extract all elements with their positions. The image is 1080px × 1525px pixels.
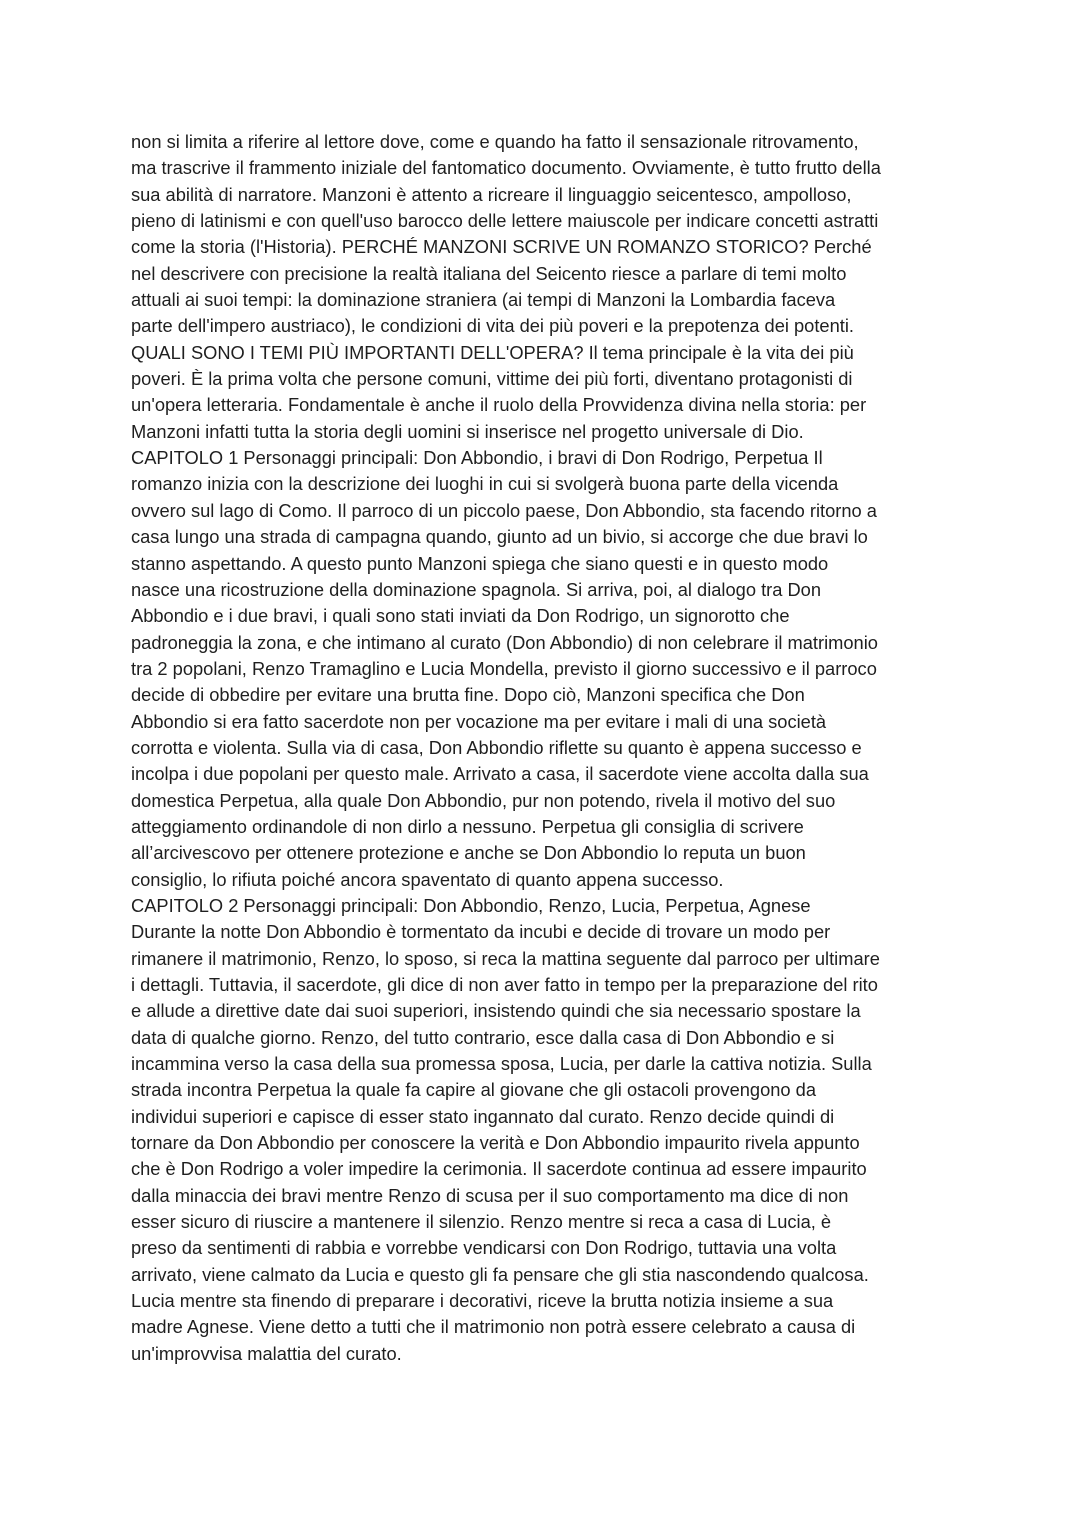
text-line: Lucia mentre sta finendo di preparare i decorativi, riceve la brutta notizia insieme a sua xyxy=(131,1290,834,1312)
text-line: Durante la notte Don Abbondio è tormentato da incubi e decide di trovare un modo per xyxy=(131,921,831,943)
text-line: tra 2 popolani, Renzo Tramaglino e Lucia Mondella, previsto il giorno successivo e il parroco xyxy=(131,657,877,679)
text-line: Abbondio si era fatto sacerdote non per vocazione ma per evitare i mali di una società xyxy=(131,710,827,732)
text-line: e allude a direttive date dai suoi superiori, insistendo quindi che sia necessario spostare la xyxy=(131,1000,861,1022)
text-line: ovvero sul lago di Como. Il parroco di un piccolo paese, Don Abbondio, sta facendo ritorno a xyxy=(131,499,877,521)
text-line: madre Agnese. Viene detto a tutti che il matrimonio non potrà essere celebrato a causa di xyxy=(131,1316,856,1338)
text-line: un'opera letteraria. Fondamentale è anche il ruolo della Provvidenza divina nella storia: per xyxy=(131,394,867,416)
text-line: incammina verso la casa della sua promessa sposa, Lucia, per darle la cattiva notizia. Sulla xyxy=(131,1053,872,1075)
text-line: poveri. È la prima volta che persone comuni, vittime dei più forti, diventano protagonisti di xyxy=(131,368,853,390)
text-line: come la storia (l'Historia). PERCHÉ MANZONI SCRIVE UN ROMANZO STORICO? Perché xyxy=(131,236,872,258)
text-line: Manzoni infatti tutta la storia degli uomini si inserisce nel progetto universale di Dio. xyxy=(131,420,804,442)
text-line: nasce una ricostruzione della dominazione spagnola. Si arriva, poi, al dialogo tra Don xyxy=(131,578,822,600)
text-line: stanno aspettando. A questo punto Manzoni spiega che siano questi e in questo modo xyxy=(131,552,829,574)
text-line: pieno di latinismi e con quell'uso barocco delle lettere maiuscole per indicare concetti astratti xyxy=(131,210,879,232)
text-line: non si limita a riferire al lettore dove, come e quando ha fatto il sensazionale ritrovamento, xyxy=(131,131,859,152)
text-line: decide di obbedire per evitare una brutta fine. Dopo ciò, Manzoni specifica che Don xyxy=(131,684,805,706)
text-line: corrotta e violenta. Sulla via di casa, Don Abbondio riflette su quanto è appena successo e xyxy=(131,736,862,758)
text-line: consiglio, lo rifiuta poiché ancora spaventato di quanto appena successo. xyxy=(131,868,724,890)
text-line: domestica Perpetua, alla quale Don Abbondio, pur non potendo, rivela il motivo del suo xyxy=(131,789,836,811)
text-line: ma trascrive il frammento iniziale del fantomatico documento. Ovviamente, è tutto frutto della xyxy=(131,157,881,179)
chapter-2-heading-line: CAPITOLO 2 Personaggi principali: Don Abbondio, Renzo, Lucia, Perpetua, Agnese xyxy=(131,894,811,916)
text-line: esser sicuro di riuscire a mantenere il silenzio. Renzo mentre si reca a casa di Lucia, è xyxy=(131,1211,832,1233)
text-line: padroneggia la zona, e che intimano al curato (Don Abbondio) di non celebrare il matrimonio xyxy=(131,631,878,653)
text-line: nel descrivere con precisione la realtà italiana del Seicento riesce a parlare di temi molto xyxy=(131,262,847,284)
text-line: attuali ai suoi tempi: la dominazione straniera (ai tempi di Manzoni la Lombardia faceva xyxy=(131,289,836,311)
text-line: strada incontra Perpetua la quale fa capire al giovane che gli ostacoli provengono da xyxy=(131,1079,816,1101)
text-line: dalla minaccia dei bravi mentre Renzo di scusa per il suo comportamento ma dice di non xyxy=(131,1184,849,1206)
text-line: i dettagli. Tuttavia, il sacerdote, gli dice di non aver fatto in tempo per la preparazione del rito xyxy=(131,974,878,995)
document-page xyxy=(131,129,961,1367)
chapter-1-heading-line: CAPITOLO 1 Personaggi principali: Don Abbondio, i bravi di Don Rodrigo, Perpetua Il xyxy=(131,447,823,469)
text-line: data di qualche giorno. Renzo, del tutto contrario, esce dalla casa di Don Abbondio e si xyxy=(131,1026,835,1048)
text-line: individui superiori e capisce di esser stato ingannato dal curato. Renzo decide quindi di xyxy=(131,1105,835,1127)
text-line: rimanere il matrimonio, Renzo, lo sposo, si reca la mattina seguente dal parroco per ultimare xyxy=(131,947,880,969)
text-line: arrivato, viene calmato da Lucia e questo gli fa pensare che gli stia nascondendo qualcosa. xyxy=(131,1263,869,1285)
text-line: QUALI SONO I TEMI PIÙ IMPORTANTI DELL'OPERA? Il tema principale è la vita dei più xyxy=(131,341,854,363)
text-line: che è Don Rodrigo a voler impedire la cerimonia. Il sacerdote continua ad essere impaurito xyxy=(131,1158,867,1180)
text-line: romanzo inizia con la descrizione dei luoghi in cui si svolgerà buona parte della vicenda xyxy=(131,473,839,495)
text-line: sua abilità di narratore. Manzoni è attento a ricreare il linguaggio seicentesco, ampolloso, xyxy=(131,183,852,205)
text-line: atteggiamento ordinandole di non dirlo a nessuno. Perpetua gli consiglia di scrivere xyxy=(131,815,804,837)
text-line: un'improvvisa malattia del curato. xyxy=(131,1342,402,1364)
text-line: all’arcivescovo per ottenere protezione e anche se Don Abbondio lo reputa un buon xyxy=(131,842,806,864)
text-line: Abbondio e i due bravi, i quali sono stati inviati da Don Rodrigo, un signorotto che xyxy=(131,605,790,627)
text-line: preso da sentimenti di rabbia e vorrebbe vendicarsi con Don Rodrigo, tuttavia una volta xyxy=(131,1237,837,1259)
text-line: tornare da Don Abbondio per conoscere la verità e Don Abbondio impaurito rivela appunto xyxy=(131,1132,860,1154)
text-line: incolpa i due popolani per questo male. Arrivato a casa, il sacerdote viene accolta dalla sua xyxy=(131,763,869,785)
text-line: parte dell'impero austriaco), le condizioni di vita dei più poveri e la prepotenza dei potenti. xyxy=(131,315,854,337)
text-line: casa lungo una strada di campagna quando, giunto ad un bivio, si accorge che due bravi lo xyxy=(131,526,868,548)
